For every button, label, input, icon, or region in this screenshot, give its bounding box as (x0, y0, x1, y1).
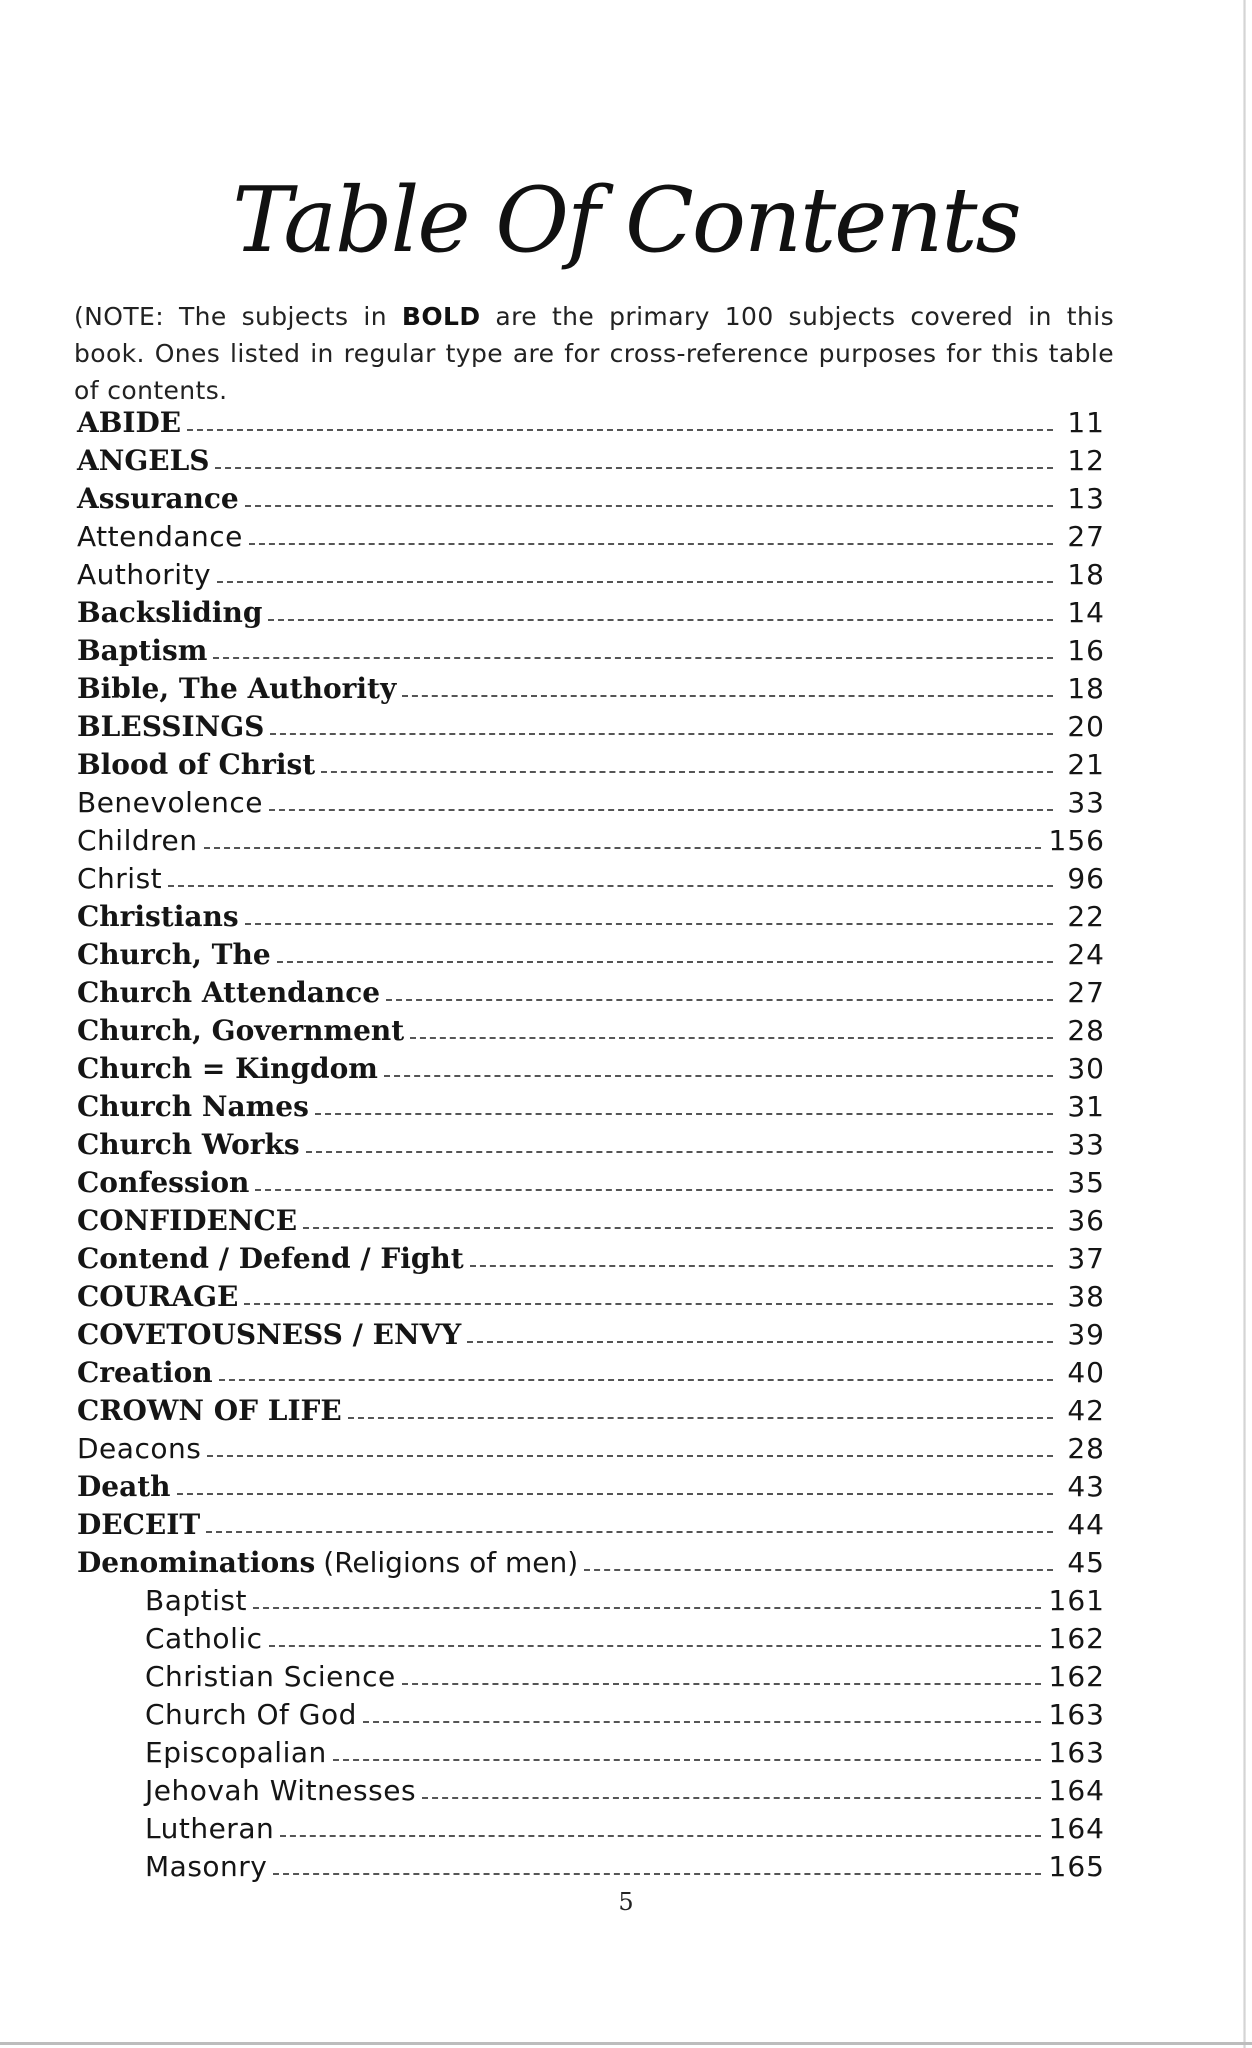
toc-entry (145, 1734, 1105, 1772)
toc-entry-title: Deacons (77, 1432, 202, 1465)
dot-leader (422, 1797, 1041, 1799)
toc-entry-title: Bible, The Authority (77, 672, 397, 705)
toc-entry (77, 1316, 1105, 1354)
toc-entry-page: 18 (1067, 558, 1105, 591)
dot-leader (249, 543, 1053, 545)
toc-entry (77, 518, 1105, 556)
toc-entry-page: 31 (1067, 1090, 1105, 1123)
toc-entry-page: 161 (1048, 1584, 1105, 1617)
toc-entry (77, 670, 1105, 708)
toc-entry-page: 162 (1048, 1660, 1105, 1693)
toc-entry-page: 16 (1067, 634, 1105, 667)
toc-entry (77, 1088, 1105, 1126)
toc-entry (77, 404, 1105, 442)
toc-entry-page: 43 (1067, 1470, 1105, 1503)
toc-entry-title: Denominations (77, 1546, 316, 1579)
toc-entry-title: Assurance (77, 482, 239, 515)
note-text-1: (NOTE: The subjects in (74, 302, 387, 331)
toc-entry-title: Catholic (145, 1622, 263, 1655)
toc-entry-title: Episcopalian (145, 1736, 327, 1769)
toc-entry-title: COURAGE (77, 1280, 239, 1313)
toc-entry-page: 39 (1067, 1318, 1105, 1351)
dot-leader (384, 1075, 1053, 1077)
dot-leader (584, 1569, 1053, 1571)
toc-entry-title: Christian Science (145, 1660, 396, 1693)
toc-entry-page: 22 (1067, 900, 1105, 933)
page-edge (1243, 0, 1246, 2048)
toc-entry-title: COVETOUSNESS / ENVY (77, 1318, 462, 1351)
toc-entry-page: 164 (1048, 1812, 1105, 1845)
dot-leader (168, 885, 1053, 887)
toc-entry (77, 936, 1105, 974)
toc-entry (77, 556, 1105, 594)
toc-entry (77, 442, 1105, 480)
page-number: 5 (618, 1888, 634, 1916)
dot-leader (402, 1683, 1041, 1685)
dot-leader (213, 657, 1053, 659)
toc-entry (77, 1506, 1105, 1544)
toc-entry-title: Church, The (77, 938, 271, 971)
page-title: Table Of Contents (232, 168, 1020, 273)
dot-leader (348, 1417, 1053, 1419)
dot-leader (273, 1873, 1040, 1875)
toc-entry-title: Attendance (77, 520, 243, 553)
dot-leader (306, 1151, 1053, 1153)
toc-entry-title: Creation (77, 1356, 213, 1389)
toc-entry-page: 20 (1067, 710, 1105, 743)
dot-leader (207, 1455, 1053, 1457)
toc-entry-title: Lutheran (145, 1812, 275, 1845)
toc-entry (77, 1392, 1105, 1430)
toc-entry-title: Contend / Defend / Fight (77, 1242, 464, 1275)
toc-entry (77, 1050, 1105, 1088)
toc-entry (77, 746, 1105, 784)
toc-entry-title: Baptist (145, 1584, 247, 1617)
toc-entry (145, 1658, 1105, 1696)
toc-entry-page: 18 (1067, 672, 1105, 705)
dot-leader (321, 771, 1053, 773)
toc-entry (145, 1848, 1105, 1886)
toc-entry-page: 14 (1067, 596, 1105, 629)
dot-leader (363, 1721, 1041, 1723)
toc-entry-page: 28 (1067, 1014, 1105, 1047)
toc-entry (77, 1240, 1105, 1278)
toc-entry (145, 1696, 1105, 1734)
dot-leader (187, 429, 1053, 431)
toc-entry (77, 708, 1105, 746)
toc-entry-page: 33 (1067, 786, 1105, 819)
toc-entry-page: 45 (1067, 1546, 1105, 1579)
toc-entry-page: 27 (1067, 976, 1105, 1009)
note-bold-word: BOLD (401, 302, 481, 331)
toc-entry (77, 974, 1105, 1012)
toc-entry-page: 96 (1067, 862, 1105, 895)
toc-entry-title: Baptism (77, 634, 208, 667)
toc-entry (77, 1354, 1105, 1392)
dot-leader (244, 1303, 1053, 1305)
toc-entry-note: (Religions of men) (323, 1546, 579, 1579)
toc-entry (145, 1620, 1105, 1658)
dot-leader (410, 1037, 1053, 1039)
toc-entry-page: 12 (1067, 444, 1105, 477)
toc-entry-title: Church = Kingdom (77, 1052, 378, 1085)
dot-leader (268, 619, 1053, 621)
toc-entry-page: 162 (1048, 1622, 1105, 1655)
toc-entry (77, 822, 1105, 860)
dot-leader (269, 809, 1053, 811)
toc-entry-title: Confession (77, 1166, 250, 1199)
note-text-2: are the primary 100 subjects covered in this book. Ones listed in regular type are for cross-reference purposes for this table of contents. (74, 302, 1114, 405)
dot-leader (315, 1113, 1053, 1115)
toc-entry-title: BLESSINGS (77, 710, 265, 743)
dot-leader (280, 1835, 1040, 1837)
toc-entry-page: 11 (1067, 406, 1105, 439)
toc-entry (77, 480, 1105, 518)
toc-entry-title: Jehovah Witnesses (145, 1774, 417, 1807)
toc-entry-title: Authority (77, 558, 212, 591)
toc-entry-page: 44 (1067, 1508, 1105, 1541)
dot-leader (245, 923, 1053, 925)
toc-entry (77, 1430, 1105, 1468)
page-bottom-edge (0, 2042, 1252, 2045)
toc-entry-page: 27 (1067, 520, 1105, 553)
toc-entry-page: 40 (1067, 1356, 1105, 1389)
toc-entry-page: 156 (1048, 824, 1105, 857)
toc-entry (77, 860, 1105, 898)
toc-entry-title: Church Attendance (77, 976, 381, 1009)
toc-entry (77, 1164, 1105, 1202)
toc-entry-title: Church, Government (77, 1014, 405, 1047)
toc-entry-page: 35 (1067, 1166, 1105, 1199)
toc-entry-title: Backsliding (77, 596, 263, 629)
toc-entry (77, 1012, 1105, 1050)
toc-entry-page: 37 (1067, 1242, 1105, 1275)
toc-entry-title: Death (77, 1470, 171, 1503)
toc-entry-title: Church Names (77, 1090, 309, 1123)
toc-entry-page: 33 (1067, 1128, 1105, 1161)
toc-entry-page: 30 (1067, 1052, 1105, 1085)
toc-entry-title: DECEIT (77, 1508, 201, 1541)
dot-leader (217, 581, 1053, 583)
toc-entry-title: CROWN OF LIFE (77, 1394, 342, 1427)
toc-entry-page: 42 (1067, 1394, 1105, 1427)
toc-entry-page: 38 (1067, 1280, 1105, 1313)
dot-leader (270, 733, 1053, 735)
toc-entry (145, 1810, 1105, 1848)
toc-entry (145, 1772, 1105, 1810)
toc-entry (77, 594, 1105, 632)
toc-entry-page: 163 (1048, 1736, 1105, 1769)
toc-entry (77, 784, 1105, 822)
toc-entry-title: Benevolence (77, 786, 263, 819)
toc-entry-page: 36 (1067, 1204, 1105, 1237)
dot-leader (177, 1493, 1053, 1495)
toc-entry-title: CONFIDENCE (77, 1204, 298, 1237)
toc-entry (77, 1468, 1105, 1506)
dot-leader (253, 1607, 1041, 1609)
dot-leader (277, 961, 1053, 963)
toc-entry-title: Church Works (77, 1128, 300, 1161)
dot-leader (303, 1227, 1053, 1229)
toc-entry-title: Christ (77, 862, 163, 895)
toc-entry (145, 1582, 1105, 1620)
toc-entry (77, 1544, 1105, 1582)
dot-leader (219, 1379, 1053, 1381)
toc-entry-page: 28 (1067, 1432, 1105, 1465)
toc-entry-page: 24 (1067, 938, 1105, 971)
toc-entry-title: Children (77, 824, 198, 857)
toc-entry (77, 1202, 1105, 1240)
toc-entry (77, 632, 1105, 670)
toc-entry-title: Masonry (145, 1850, 268, 1883)
dot-leader (470, 1265, 1053, 1267)
toc-entry-title: Church Of God (145, 1698, 357, 1731)
dot-leader (215, 467, 1053, 469)
toc-entry (77, 1278, 1105, 1316)
dot-leader (402, 695, 1053, 697)
dot-leader (204, 847, 1041, 849)
toc-entry-page: 13 (1067, 482, 1105, 515)
dot-leader (245, 505, 1053, 507)
dot-leader (386, 999, 1053, 1001)
toc-entry (77, 1126, 1105, 1164)
dot-leader (269, 1645, 1041, 1647)
toc-entry (77, 898, 1105, 936)
dot-leader (333, 1759, 1041, 1761)
toc-entry-page: 164 (1048, 1774, 1105, 1807)
toc-entry-page: 163 (1048, 1698, 1105, 1731)
dot-leader (206, 1531, 1053, 1533)
toc-entry-title: ABIDE (77, 406, 182, 439)
toc-entry-title: Christians (77, 900, 239, 933)
toc-entry-page: 21 (1067, 748, 1105, 781)
toc-entry-page: 165 (1048, 1850, 1105, 1883)
dot-leader (255, 1189, 1053, 1191)
dot-leader (467, 1341, 1053, 1343)
toc-entry-title: ANGELS (77, 444, 210, 477)
toc-entry-title: Blood of Christ (77, 748, 316, 781)
intro-note (74, 298, 1114, 409)
